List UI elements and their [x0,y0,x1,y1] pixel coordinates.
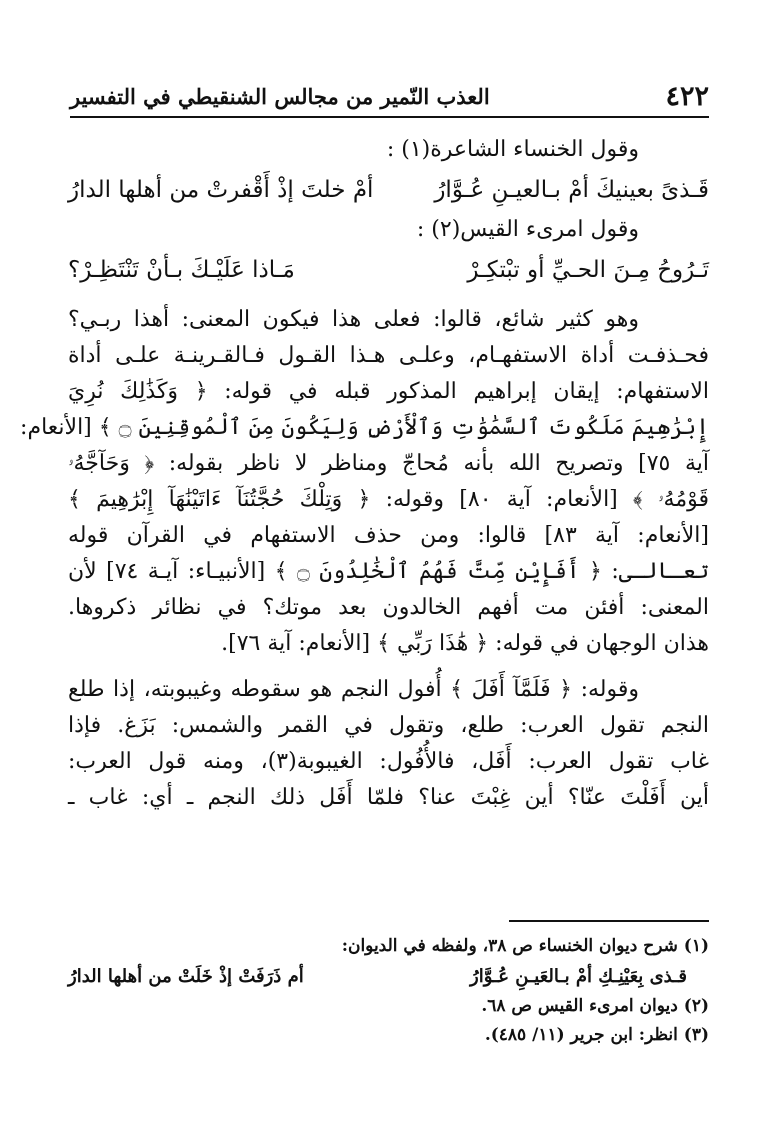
paragraph-line: [الأنعام: آية ٨٣] قالوا: ومن حذف الاستفهام في القرآن قوله [68,523,709,548]
quote-intro-imru-alqays: وقول امرىء القيس(٢) : [416,217,639,242]
verse-hemistich-second: أم ذَرَفَتْ إذْ خَلَتْ من أهلها الدارُ [68,966,304,987]
paragraph-line: الاستفهام: إيقان إبراهيم المذكور قبله في قوله: ﴿ وَكَذَٰلِكَ نُرِيَ [68,379,709,404]
verse-khansa [68,168,709,212]
paragraph-line: أين أَفَلْتَ عنّا؟ أين غِبْتَ عنا؟ فلمّا أَفَل ذلك النجم ـ أي: غاب ـ [68,785,709,810]
paragraph-line: غاب تقول العرب: أَفَل، فالأُفُول: الغيبوبة(٣)، ومنه قول العرب: [68,749,710,774]
verse-hemistich-second: مَـاذا عَلَيْـكَ بـأنْ تَنْتَظِـرْ؟ [68,257,295,283]
paragraph-line: آية ٧٥] وتصريح الله بأنه مُحاجّ ومناظر لا ناظر بقوله: ﴿ وَحَآجَّهُۥ [68,451,709,476]
main-text [20,132,710,816]
verse-hemistich-first: تَـرُوحُ مِـنَ الحـيِّ أو تبْتكِـرْ [467,257,709,283]
running-title: العذب النّمير من مجالس الشنقيطي في التفسير [70,83,490,109]
footnote-1-verse [68,961,709,992]
verse-hemistich-first: قَـذىً بعينيكَ أمْ بـالعيـنِ عُـوَّارُ [434,177,709,203]
paragraph-line: وقوله: ﴿ فَلَمَّآ أَفَلَ ﴾ أُفول النجم هو سقوطه وغيبوبته، إذا طلع [68,677,639,702]
footnote-3: (٣) انظر: ابن جرير (١١/ ٤٨٥). [484,1025,709,1045]
footnote-divider [509,920,709,922]
paragraph-line: فحـذفـت أداة الاستفهـام، وعلـى هـذا القـول فـالقـرينـة علـى أداة [68,343,709,368]
verse-hemistich-first: قـذى بِعَيْنِـكِ أمْ بـالعَيـنِ عُـوَّارُ [470,966,687,987]
page-number: ٤٢٢ [665,80,709,112]
verse-imru-alqays [68,248,709,292]
page-header [70,76,709,118]
paragraph-line: إِبْرَٰهِيمَ مَلَكُوتَ ٱلسَّمَٰوَٰتِ وَٱلْأَرْضِ وَلِيَكُونَ مِنَ ٱلْمُوقِنِينَ ۝ ﴾ [الأنعام: [20,415,709,440]
paragraph-line: النجم تقول العرب: طلع، وتقول في القمر والشمس: بَزَغ. فإذا [68,713,709,738]
footnote-2: (٢) ديوان امرىء القيس ص ٦٨. [481,996,709,1016]
paragraph-line: هذان الوجهان في قوله: ﴿ هَٰذَا رَبِّي ﴾ [الأنعام: آية ٧٦]. [221,631,709,656]
footnote-1: (١) شرح ديوان الخنساء ص ٣٨، ولفظه في الديوان: [341,936,709,956]
verse-hemistich-second: أمْ خلتَ إذْ أَقْفرتْ من أهلها الدارُ [68,177,374,203]
footnotes [68,920,709,1050]
paragraph-line: قَوْمُهُۥ ﴾ [الأنعام: آية ٨٠] وقوله: ﴿ وَتِلْكَ حُجَّتُنَآ ءَاتَيْنَٰهَآ إِبْرَٰهِيمَ ﴾ [68,487,709,512]
paragraph-setting-star [68,672,709,816]
paragraph-line: المعنى: أفئن مت أفهم الخالدون بعد موتك؟ في نظائر ذكروها. [68,595,709,620]
paragraph-line: تعـالـى: ﴿ أَفَإِيْن مِّتَّ فَهُمُ ٱلْخَٰلِدُونَ ۝ ﴾ [الأنبيـاء: آيـة ٧٤] لأن [68,559,710,584]
paragraph-interrogative [20,302,710,662]
quote-intro-khansa: وقول الخنساء الشاعرة(١) : [386,137,639,162]
paragraph-line: وهو كثير شائع، قالوا: فعلى هذا فيكون المعنى: أهذا ربـي؟ [68,307,639,332]
